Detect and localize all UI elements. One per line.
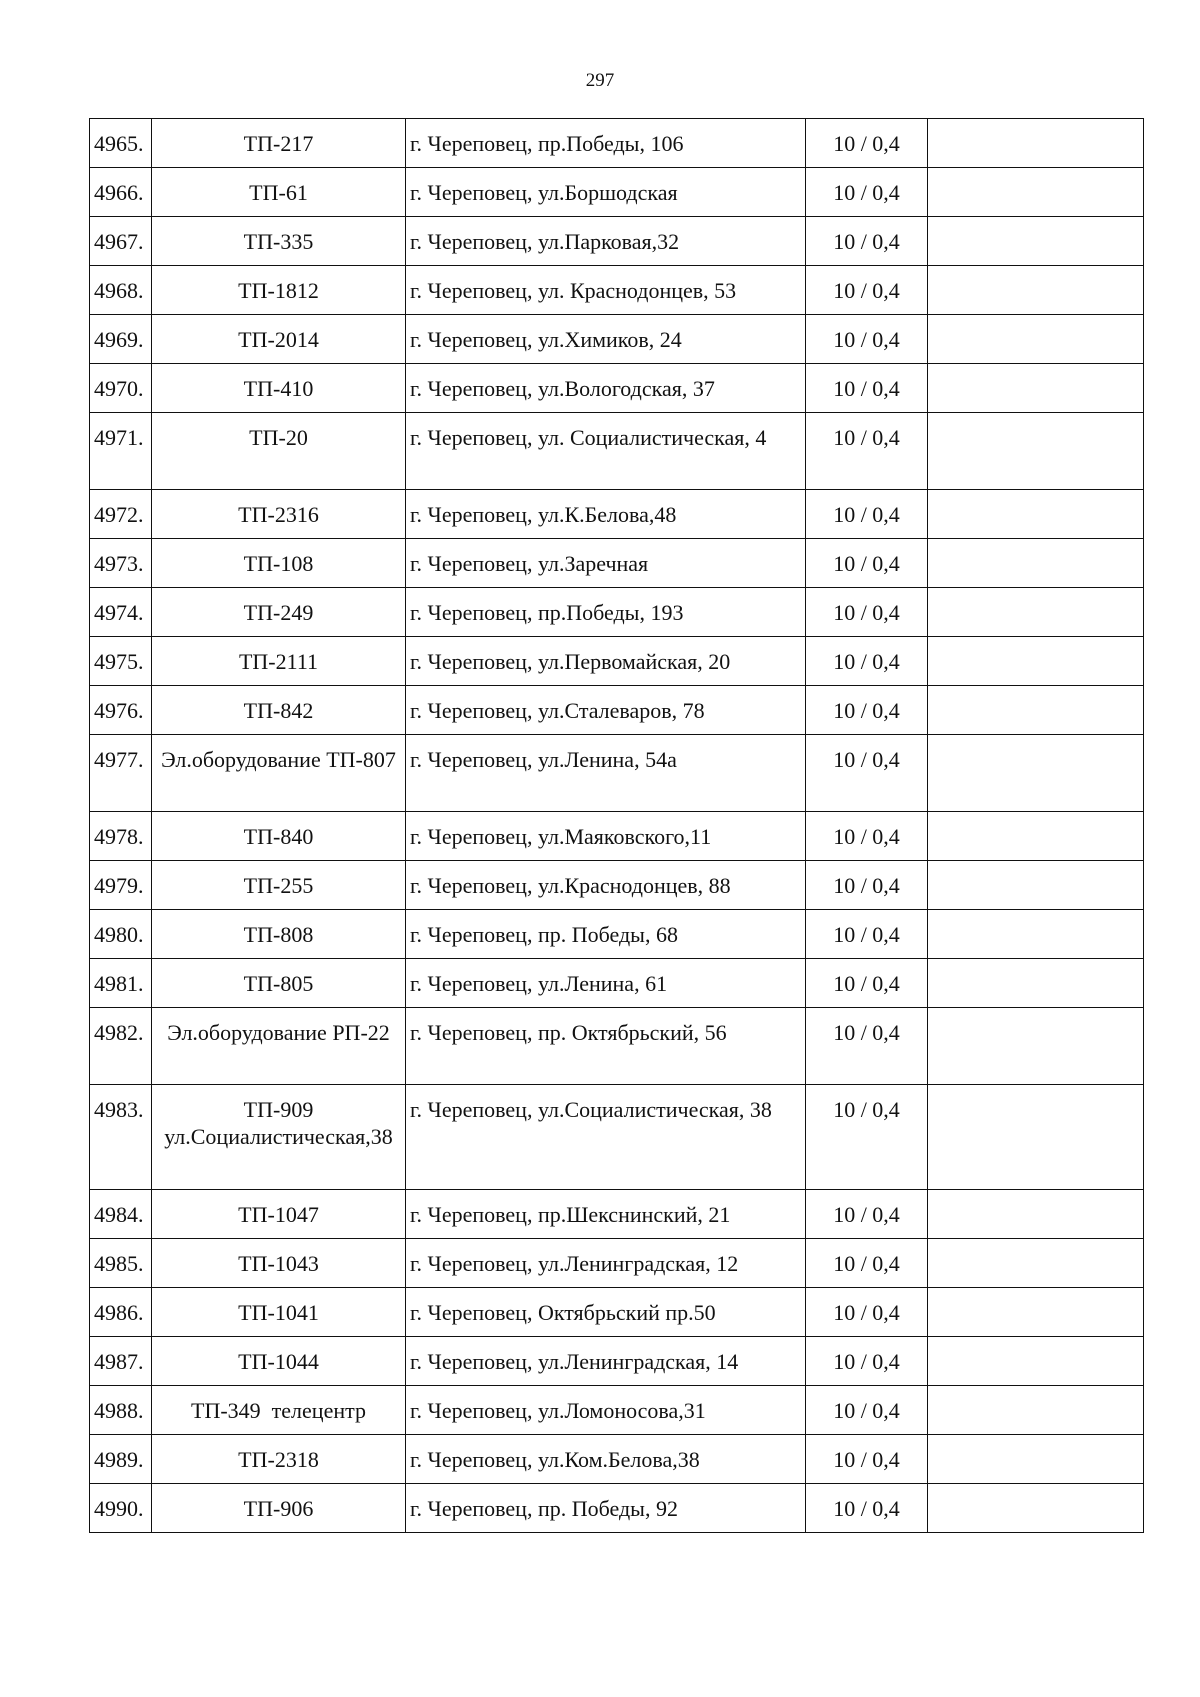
object-address: г. Череповец, ул.Заречная bbox=[406, 539, 806, 588]
voltage-value: 10 / 0,4 bbox=[806, 119, 928, 168]
object-name: ТП-909 ул.Социалистическая,38 bbox=[152, 1085, 406, 1190]
object-address: г. Череповец, пр.Победы, 193 bbox=[406, 588, 806, 637]
table-row bbox=[90, 812, 1144, 861]
object-address: г. Череповец, пр.Шекснинский, 21 bbox=[406, 1190, 806, 1239]
voltage-value: 10 / 0,4 bbox=[806, 168, 928, 217]
extra-cell bbox=[928, 1085, 1144, 1190]
object-address: г. Череповец, ул.Боршодская bbox=[406, 168, 806, 217]
table-row bbox=[90, 490, 1144, 539]
row-number: 4988. bbox=[90, 1386, 152, 1435]
voltage-value: 10 / 0,4 bbox=[806, 1190, 928, 1239]
object-name: ТП-249 bbox=[152, 588, 406, 637]
object-address: г. Череповец, пр. Победы, 92 bbox=[406, 1484, 806, 1533]
object-address: г. Череповец, ул.Ломоносова,31 bbox=[406, 1386, 806, 1435]
row-number: 4969. bbox=[90, 315, 152, 364]
object-address: г. Череповец, ул.К.Белова,48 bbox=[406, 490, 806, 539]
table-row bbox=[90, 1386, 1144, 1435]
row-number: 4978. bbox=[90, 812, 152, 861]
extra-cell bbox=[928, 1386, 1144, 1435]
object-name: ТП-410 bbox=[152, 364, 406, 413]
voltage-value: 10 / 0,4 bbox=[806, 812, 928, 861]
object-address: г. Череповец, ул.Ленина, 54а bbox=[406, 735, 806, 812]
table-row bbox=[90, 1288, 1144, 1337]
object-address: г. Череповец, пр. Октябрьский, 56 bbox=[406, 1008, 806, 1085]
object-name: ТП-1041 bbox=[152, 1288, 406, 1337]
row-number: 4974. bbox=[90, 588, 152, 637]
table-row bbox=[90, 168, 1144, 217]
table-row bbox=[90, 539, 1144, 588]
row-number: 4985. bbox=[90, 1239, 152, 1288]
row-number: 4986. bbox=[90, 1288, 152, 1337]
extra-cell bbox=[928, 686, 1144, 735]
row-number: 4970. bbox=[90, 364, 152, 413]
object-name: ТП-2014 bbox=[152, 315, 406, 364]
extra-cell bbox=[928, 266, 1144, 315]
object-address: г. Череповец, ул.Парковая,32 bbox=[406, 217, 806, 266]
row-number: 4990. bbox=[90, 1484, 152, 1533]
extra-cell bbox=[928, 119, 1144, 168]
table-row bbox=[90, 315, 1144, 364]
object-name: ТП-2316 bbox=[152, 490, 406, 539]
row-number: 4987. bbox=[90, 1337, 152, 1386]
table-row bbox=[90, 910, 1144, 959]
extra-cell bbox=[928, 1288, 1144, 1337]
object-address: г. Череповец, ул.Химиков, 24 bbox=[406, 315, 806, 364]
object-name: ТП-1812 bbox=[152, 266, 406, 315]
object-name: ТП-255 bbox=[152, 861, 406, 910]
object-name: Эл.оборудование ТП-807 bbox=[152, 735, 406, 812]
extra-cell bbox=[928, 315, 1144, 364]
extra-cell bbox=[928, 861, 1144, 910]
object-name: ТП-906 bbox=[152, 1484, 406, 1533]
object-address: г. Череповец, ул. Социалистическая, 4 bbox=[406, 413, 806, 490]
object-address: г. Череповец, ул.Краснодонцев, 88 bbox=[406, 861, 806, 910]
table-row bbox=[90, 1085, 1144, 1190]
row-number: 4989. bbox=[90, 1435, 152, 1484]
object-address: г. Череповец, пр. Победы, 68 bbox=[406, 910, 806, 959]
voltage-value: 10 / 0,4 bbox=[806, 266, 928, 315]
extra-cell bbox=[928, 588, 1144, 637]
table-row bbox=[90, 735, 1144, 812]
object-name: ТП-1047 bbox=[152, 1190, 406, 1239]
row-number: 4973. bbox=[90, 539, 152, 588]
row-number: 4965. bbox=[90, 119, 152, 168]
row-number: 4967. bbox=[90, 217, 152, 266]
table-row bbox=[90, 1435, 1144, 1484]
object-address: г. Череповец, ул.Ком.Белова,38 bbox=[406, 1435, 806, 1484]
row-number: 4980. bbox=[90, 910, 152, 959]
extra-cell bbox=[928, 812, 1144, 861]
object-address: г. Череповец, ул.Ленина, 61 bbox=[406, 959, 806, 1008]
table-row bbox=[90, 217, 1144, 266]
extra-cell bbox=[928, 168, 1144, 217]
object-address: г. Череповец, ул.Первомайская, 20 bbox=[406, 637, 806, 686]
voltage-value: 10 / 0,4 bbox=[806, 1337, 928, 1386]
row-number: 4983. bbox=[90, 1085, 152, 1190]
object-address: г. Череповец, ул.Вологодская, 37 bbox=[406, 364, 806, 413]
object-name: ТП-805 bbox=[152, 959, 406, 1008]
object-address: г. Череповец, ул.Ленинградская, 12 bbox=[406, 1239, 806, 1288]
object-address: г. Череповец, ул.Ленинградская, 14 bbox=[406, 1337, 806, 1386]
object-address: г. Череповец, ул.Социалистическая, 38 bbox=[406, 1085, 806, 1190]
extra-cell bbox=[928, 637, 1144, 686]
table-row bbox=[90, 637, 1144, 686]
object-name: ТП-335 bbox=[152, 217, 406, 266]
table-row bbox=[90, 959, 1144, 1008]
object-name: ТП-840 bbox=[152, 812, 406, 861]
voltage-value: 10 / 0,4 bbox=[806, 413, 928, 490]
row-number: 4981. bbox=[90, 959, 152, 1008]
voltage-value: 10 / 0,4 bbox=[806, 910, 928, 959]
extra-cell bbox=[928, 1337, 1144, 1386]
object-name: ТП-808 bbox=[152, 910, 406, 959]
object-name: ТП-2111 bbox=[152, 637, 406, 686]
object-name: ТП-61 bbox=[152, 168, 406, 217]
voltage-value: 10 / 0,4 bbox=[806, 1239, 928, 1288]
voltage-value: 10 / 0,4 bbox=[806, 1288, 928, 1337]
voltage-value: 10 / 0,4 bbox=[806, 735, 928, 812]
row-number: 4971. bbox=[90, 413, 152, 490]
voltage-value: 10 / 0,4 bbox=[806, 588, 928, 637]
row-number: 4966. bbox=[90, 168, 152, 217]
voltage-value: 10 / 0,4 bbox=[806, 315, 928, 364]
extra-cell bbox=[928, 1484, 1144, 1533]
extra-cell bbox=[928, 490, 1144, 539]
row-number: 4977. bbox=[90, 735, 152, 812]
extra-cell bbox=[928, 735, 1144, 812]
voltage-value: 10 / 0,4 bbox=[806, 686, 928, 735]
voltage-value: 10 / 0,4 bbox=[806, 861, 928, 910]
extra-cell bbox=[928, 1435, 1144, 1484]
voltage-value: 10 / 0,4 bbox=[806, 364, 928, 413]
object-name: ТП-217 bbox=[152, 119, 406, 168]
object-name: ТП-842 bbox=[152, 686, 406, 735]
object-address: г. Череповец, ул.Маяковского,11 bbox=[406, 812, 806, 861]
page-number: 297 bbox=[585, 70, 615, 91]
row-number: 4982. bbox=[90, 1008, 152, 1085]
table-row bbox=[90, 588, 1144, 637]
voltage-value: 10 / 0,4 bbox=[806, 1386, 928, 1435]
row-number: 4984. bbox=[90, 1190, 152, 1239]
extra-cell bbox=[928, 910, 1144, 959]
row-number: 4979. bbox=[90, 861, 152, 910]
extra-cell bbox=[928, 959, 1144, 1008]
row-number: 4976. bbox=[90, 686, 152, 735]
extra-cell bbox=[928, 1239, 1144, 1288]
table-row bbox=[90, 364, 1144, 413]
table-row bbox=[90, 266, 1144, 315]
row-number: 4972. bbox=[90, 490, 152, 539]
object-name: ТП-1043 bbox=[152, 1239, 406, 1288]
row-number: 4968. bbox=[90, 266, 152, 315]
object-address: г. Череповец, Октябрьский пр.50 bbox=[406, 1288, 806, 1337]
table-row bbox=[90, 861, 1144, 910]
voltage-value: 10 / 0,4 bbox=[806, 959, 928, 1008]
extra-cell bbox=[928, 1190, 1144, 1239]
voltage-value: 10 / 0,4 bbox=[806, 539, 928, 588]
object-name: ТП-108 bbox=[152, 539, 406, 588]
table-row bbox=[90, 1239, 1144, 1288]
voltage-value: 10 / 0,4 bbox=[806, 1435, 928, 1484]
row-number: 4975. bbox=[90, 637, 152, 686]
table-row bbox=[90, 413, 1144, 490]
extra-cell bbox=[928, 1008, 1144, 1085]
object-name: Эл.оборудование РП-22 bbox=[152, 1008, 406, 1085]
voltage-value: 10 / 0,4 bbox=[806, 1008, 928, 1085]
extra-cell bbox=[928, 217, 1144, 266]
table-row bbox=[90, 686, 1144, 735]
table-row bbox=[90, 1484, 1144, 1533]
object-name: ТП-2318 bbox=[152, 1435, 406, 1484]
object-address: г. Череповец, пр.Победы, 106 bbox=[406, 119, 806, 168]
object-address: г. Череповец, ул. Краснодонцев, 53 bbox=[406, 266, 806, 315]
table-row bbox=[90, 119, 1144, 168]
extra-cell bbox=[928, 413, 1144, 490]
voltage-value: 10 / 0,4 bbox=[806, 490, 928, 539]
voltage-value: 10 / 0,4 bbox=[806, 637, 928, 686]
table-row bbox=[90, 1008, 1144, 1085]
object-name: ТП-349 телецентр bbox=[152, 1386, 406, 1435]
object-name: ТП-20 bbox=[152, 413, 406, 490]
voltage-value: 10 / 0,4 bbox=[806, 217, 928, 266]
extra-cell bbox=[928, 539, 1144, 588]
substation-table bbox=[89, 118, 1144, 1533]
extra-cell bbox=[928, 364, 1144, 413]
table-row bbox=[90, 1190, 1144, 1239]
voltage-value: 10 / 0,4 bbox=[806, 1085, 928, 1190]
object-name: ТП-1044 bbox=[152, 1337, 406, 1386]
table-row bbox=[90, 1337, 1144, 1386]
object-address: г. Череповец, ул.Сталеваров, 78 bbox=[406, 686, 806, 735]
voltage-value: 10 / 0,4 bbox=[806, 1484, 928, 1533]
